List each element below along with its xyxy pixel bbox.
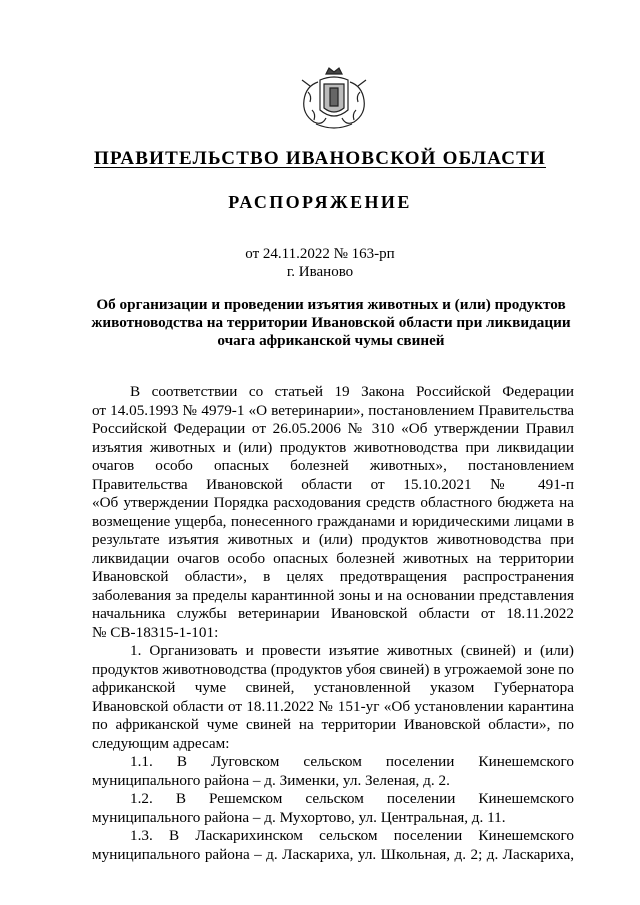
body-line: Ивановской области», в целях предотвращения распространения — [92, 568, 574, 585]
city: г. Иваново — [286, 264, 354, 280]
body-line: муниципального района – д. Мухортово, ул. Центральная, д. 11. — [92, 808, 506, 826]
body-line: Правительства Ивановской области от 15.10.2021 № 491-п — [92, 475, 574, 493]
body-line: 1.2. В Решемском сельском поселении Кинешемского — [130, 790, 574, 807]
body-line: от 14.05.1993 № 4979-1 «О ветеринарии», постановлением Правительства — [92, 401, 574, 419]
body-line: по африканской чуме свиней на территории Ивановской области», по — [92, 716, 574, 733]
document-title-line: очага африканской чумы свиней — [217, 332, 445, 349]
body-line: возмещение ущерба, понесенного гражданами и юридическими лицами в — [92, 512, 574, 530]
body-line: 1.3. В Ласкарихинском сельском поселении Кинешемского — [130, 827, 574, 844]
body-line: муниципального района – д. Ласкариха, ул. Школьная, д. 2; д. Ласкариха, — [92, 845, 574, 863]
body-line: «Об утверждении Порядка расходования средств областного бюджета на — [92, 494, 574, 511]
body-line: 1. Организовать и провести изъятие животных (свиней) и (или) — [130, 642, 574, 659]
body-line: муниципального района – д. Зименки, ул. Зеленая, д. 2. — [92, 771, 450, 789]
document-type-heading: РАСПОРЯЖЕНИЕ — [228, 192, 412, 212]
document-title-line: животноводства на территории Ивановской области при ликвидации — [91, 314, 571, 331]
body-line: начальника службы ветеринарии Ивановской области от 18.11.2022 — [92, 605, 574, 622]
body-line: следующим адресам: — [92, 734, 230, 752]
body-line: 1.1. В Луговском сельском поселении Кинешемского — [130, 753, 574, 770]
body-line: Ивановской области от 18.11.2022 № 151-уг «Об установлении карантина — [92, 697, 574, 715]
date-number: от 24.11.2022 № 163-рп — [245, 246, 395, 262]
government-name: ПРАВИТЕЛЬСТВО ИВАНОВСКОЙ ОБЛАСТИ — [94, 148, 546, 169]
body-line: изъятия животных и (или) продуктов животноводства при ликвидации — [92, 438, 574, 456]
body-line: ликвидации очагов особо опасных болезней животных на территории — [92, 549, 574, 567]
body-line: В соответствии со статьей 19 Закона Российской Федерации — [130, 383, 574, 400]
body-line: № СВ-18315-1-101: — [92, 623, 219, 641]
document-title-line: Об организации и проведении изъятия животных и (или) продуктов — [96, 296, 566, 313]
coat-of-arms-emblem — [296, 66, 372, 132]
body-line: результате изъятия животных и (или) продуктов животноводства при — [92, 531, 574, 548]
body-line: очагов особо опасных болезней животных», постановлением — [92, 457, 574, 474]
body-line: африканской чуме свиней, установленной указом Губернатора — [92, 679, 574, 696]
body-line: Российской Федерации от 26.05.2006 № 310 «Об утверждении Правил — [92, 420, 574, 437]
body-line: заболевания за пределы карантинной зоны и на основании представления — [92, 586, 574, 604]
body-line: продуктов животноводства (продуктов убоя свиней) в угрожаемой зоне по — [92, 660, 574, 678]
